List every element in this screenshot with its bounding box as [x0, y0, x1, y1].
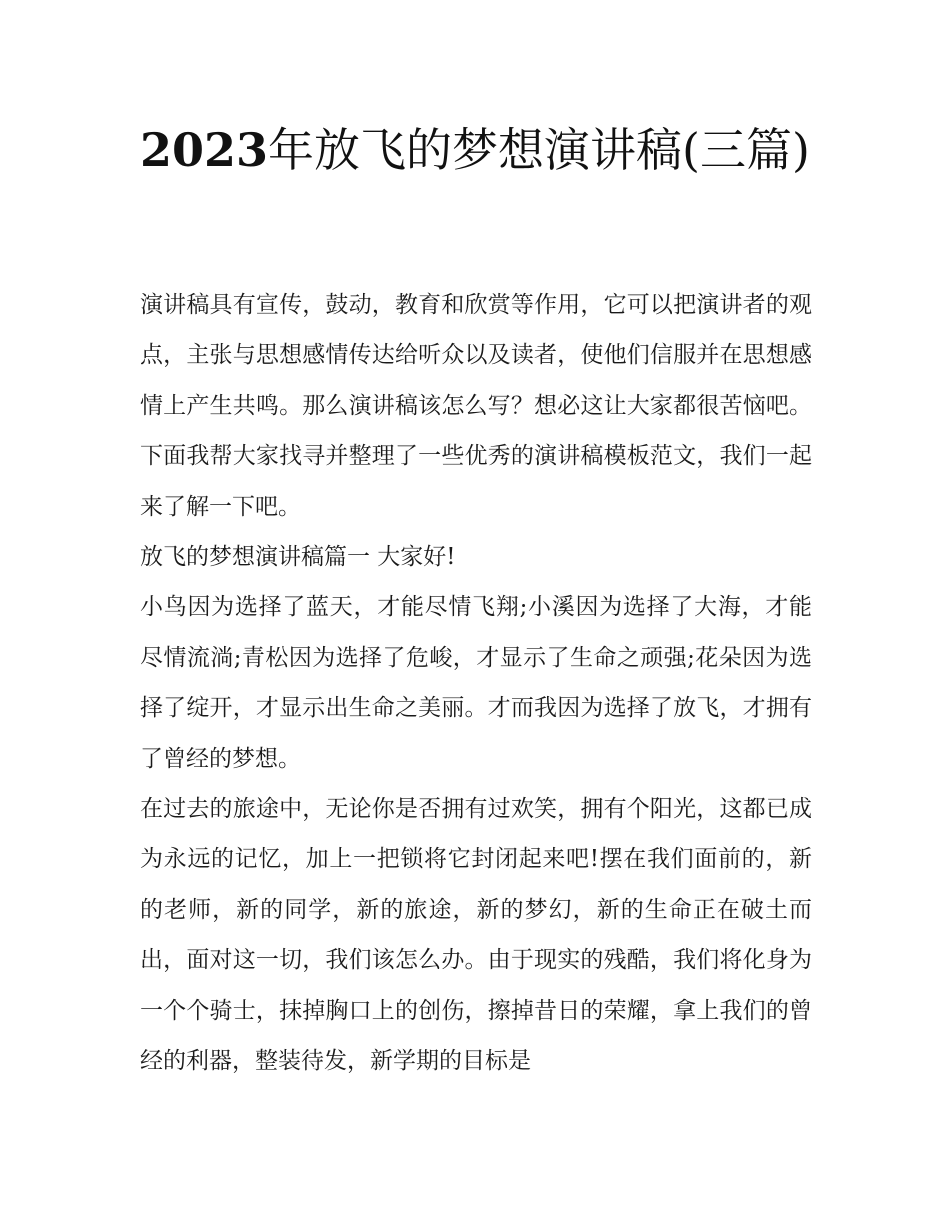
- document-title: [140, 112, 820, 188]
- title-year: 2023: [140, 123, 269, 177]
- title-text: 年放飞的梦想演讲稿(三篇): [268, 123, 810, 177]
- section-heading-paragraph: 放飞的梦想演讲稿篇一 大家好!: [140, 544, 456, 571]
- body-paragraph-journey: 在过去的旅途中，无论你是否拥有过欢笑，拥有个阳光，这都已成为永远的记忆，加上一把锁将它封闭起来吧!摆在我们面前的，新的老师，新的同学，新的旅途，新的梦幻，新的生命正在破土而出，面对这一切，我们该怎么办。由于现实的残酷，我们将化身为一个个骑士，抹掉胸口上的创伤，擦掉昔日的荣耀，拿上我们的曾经的利器，整装待发，新学期的目标是: [140, 796, 812, 1075]
- document-body: [140, 280, 812, 1087]
- body-paragraph-birds: 小鸟因为选择了蓝天，才能尽情飞翔;小溪因为选择了大海，才能尽情流淌;青松因为选择了危峻，才显示了生命之顽强;花朵因为选择了绽开，才显示出生命之美丽。才而我因为选择了放飞，才拥有了曾经的梦想。: [140, 594, 812, 772]
- intro-paragraph: 演讲稿具有宣传，鼓动，教育和欣赏等作用，它可以把演讲者的观点，主张与思想感情传达给听众以及读者，使他们信服并在思想感情上产生共鸣。那么演讲稿该怎么写？想必这让大家都很苦恼吧。下面我帮大家找寻并整理了一些优秀的演讲稿模板范文，我们一起来了解一下吧。: [140, 292, 812, 520]
